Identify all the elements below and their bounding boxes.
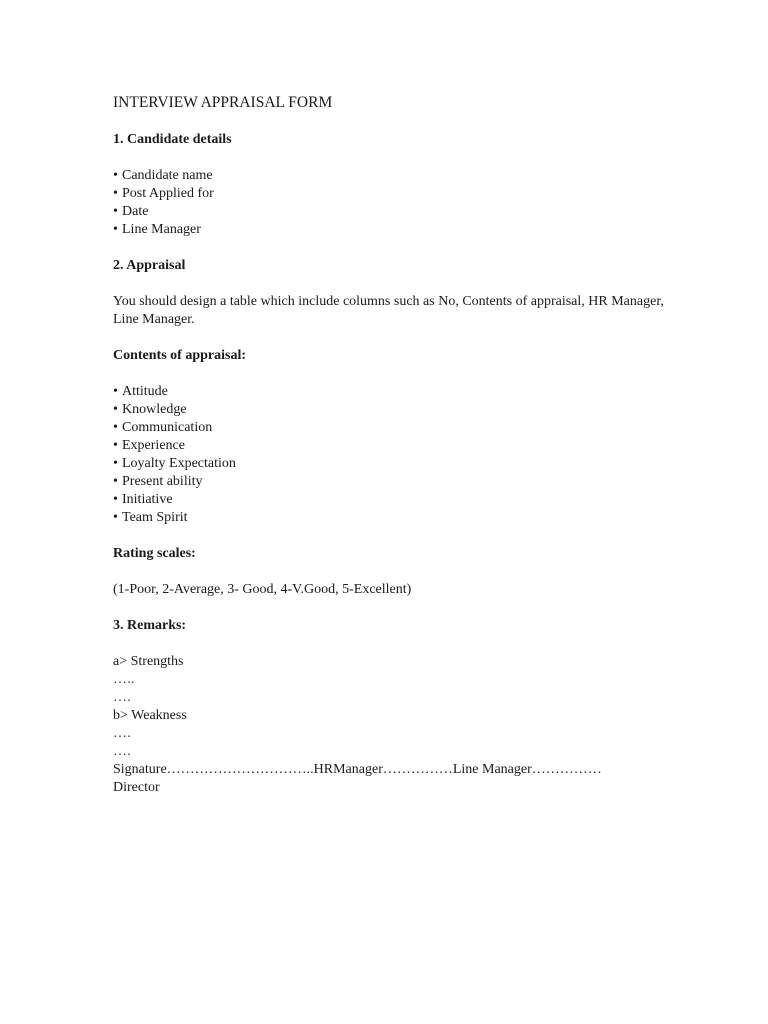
candidate-detail-item-label: Post Applied for (122, 186, 214, 201)
appraisal-content-item (113, 491, 673, 509)
section-heading-remarks: 3. Remarks: (113, 618, 187, 633)
candidate-detail-item-label: Date (122, 204, 149, 219)
section-heading-candidate-details: 1. Candidate details (113, 132, 232, 147)
rating-scales-text: (1-Poor, 2-Average, 3- Good, 4-V.Good, 5-Excellent) (113, 582, 412, 597)
candidate-detail-item-label: Candidate name (122, 168, 213, 183)
weakness-dots-line: …. (113, 744, 131, 759)
appraisal-content-item-label: Knowledge (122, 402, 187, 417)
section-heading-appraisal: 2. Appraisal (113, 258, 186, 273)
bullet-icon: • (113, 492, 118, 507)
candidate-details-list (113, 167, 673, 239)
appraisal-content-item-label: Experience (122, 438, 185, 453)
weakness-label: b> Weakness (113, 708, 187, 723)
document-title: INTERVIEW APPRAISAL FORM (113, 94, 333, 111)
bullet-icon: • (113, 222, 118, 237)
appraisal-content-item (113, 455, 673, 473)
appraisal-content-item (113, 401, 673, 419)
bullet-icon: • (113, 474, 118, 489)
document-page (113, 92, 673, 797)
appraisal-content-item (113, 509, 673, 527)
strengths-dots-line: …. (113, 690, 131, 705)
appraisal-content-item-label: Initiative (122, 492, 173, 507)
appraisal-instruction: You should design a table which include columns such as No, Contents of appraisal, HR Manager, Line Manager. (113, 294, 664, 327)
candidate-detail-item (113, 167, 673, 185)
bullet-icon: • (113, 384, 118, 399)
bullet-icon: • (113, 456, 118, 471)
bullet-icon: • (113, 168, 118, 183)
contents-of-appraisal-list (113, 383, 673, 527)
director-label: Director (113, 780, 160, 795)
signature-line: Signature…………………………..HRManager……………Line Manager…………… (113, 762, 602, 777)
bullet-icon: • (113, 186, 118, 201)
appraisal-content-item (113, 419, 673, 437)
appraisal-content-item (113, 437, 673, 455)
appraisal-content-item (113, 473, 673, 491)
candidate-detail-item (113, 221, 673, 239)
bullet-icon: • (113, 402, 118, 417)
appraisal-content-item-label: Team Spirit (122, 510, 188, 525)
appraisal-content-item-label: Attitude (122, 384, 168, 399)
bullet-icon: • (113, 420, 118, 435)
bullet-icon: • (113, 204, 118, 219)
rating-scales-heading: Rating scales: (113, 546, 196, 561)
strengths-label: a> Strengths (113, 654, 184, 669)
contents-of-appraisal-heading: Contents of appraisal: (113, 348, 247, 363)
appraisal-content-item-label: Communication (122, 420, 213, 435)
strengths-dots-line: ….. (113, 672, 135, 687)
appraisal-content-item-label: Present ability (122, 474, 203, 489)
bullet-icon: • (113, 510, 118, 525)
candidate-detail-item (113, 185, 673, 203)
bullet-icon: • (113, 438, 118, 453)
appraisal-content-item-label: Loyalty Expectation (122, 456, 236, 471)
appraisal-content-item (113, 383, 673, 401)
candidate-detail-item (113, 203, 673, 221)
weakness-dots-line: …. (113, 726, 131, 741)
candidate-detail-item-label: Line Manager (122, 222, 201, 237)
